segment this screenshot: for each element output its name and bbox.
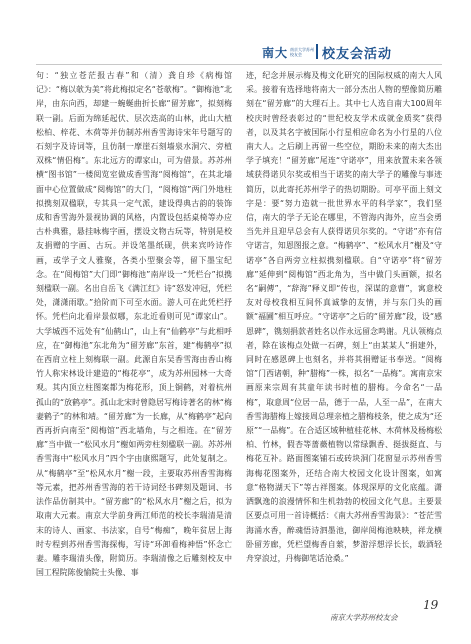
section-title: 校友会活动: [322, 47, 393, 62]
logo-sub-line-2: 校友会: [290, 52, 303, 57]
article-body: [36, 69, 442, 609]
logo-main-text: 南大: [262, 45, 289, 60]
author-signature: 南京大学苏州校友会: [330, 613, 398, 622]
page-header: [0, 0, 471, 68]
article-column-right: [246, 69, 442, 609]
header-divider: [316, 44, 318, 59]
column-left-text: 句：“独立苍茫报古春”和（清）龚自珍《病梅馆记》：“梅以欹为美”将此梅拟定名“苍欹梅”。“御梅池”北岸，由东向西，却建一蜿蜒曲折长廊“留芳廊”，拟刻梅联一副。后面为绵延起伏、层次迭高的山林，此山大植松柏、梓花、木荷等并仿制苏州香雪海诗宋年号题写的石刻字及诗词等，且仿制一摩崖石刻墙泉水洞穴、旁植双株“情侣梅”。东北远方的谭家山，可为借景。苏苏州横“图书馆”一楼阅览室做成香雪海“阅梅馆”，在其北墙面中心位置做成“阅梅馆”的大门，“阅梅馆”两门外地柱拟携刻双楹联，专其具一定气派，建设得典古韵的装饰成和香雪海外景视协调的风格，内置设包括桌椅等办应古朴典雅，悬挂咏梅字画，摆设文物古玩等，特别是校友捐赠的字画、古玩。并设笔墨纸砚，供来宾吟诗作画，或学子文人雅聚，各类小型聚会等，留下墨宝纪念。在“阅梅馆”大门即“御梅池”南岸设一“凭栏台”拟携刻楹联一副。名出自岳飞《满江红》诗“怒发冲冠，凭栏处，潇潇雨歇。”拾阶而下可至水面。游人可在此凭栏抒怀。凭栏向北看岸景似哪，东北近看则可见“谭家山”。大学城西不远处有“仙鹤山”，山上有“仙鹤亭”与此相呼应，在“御梅池”东北角为“留芳廊”东首，建“梅鹤亭”拟在西肩立柱上刻梅联一副。此源自东吴香雪海由香山梅竹人称宋林设计建造的“梅花亭”，成为苏州园林一大奇观。其内顶立柱图案都为梅花形，顶上铜鹤，对着杭州孤山的“放鹤亭”。孤山北宋时曾隐居写梅诗著名的林“梅妻鹤子”的林和靖。“留芳廊”为一长廊，从“梅鹤亭”起向西再折向南至“阅梅馆”西北墙角，与之相连。在“留芳廊”当中做一“松风水月”榭如两旁柱刻楹联一副。苏苏州香雪海中“松风水月”四个字由康熙题写，此处复制之。从“梅鹤亭”至“松风水月”榭一段，主要取苏州香雪海梅等元素，把苏州香雪海的若干诗词经书碑刻及题词、书法作品仿制其中。“留芳廊”的“松风水月”榭之后，拟为取南大元素。南京大学前身两江师范的校长李瑞清是清末的诗人、画家、书法家，自号“梅痴”，晚年贫居上海时专程到苏州香雪海探梅，写诗“环卸看梅神悟”怀念亡妻。雕李瑞清头像，附简历。李瑞清像之后雕刻校友中国工程院陈俊愉院士头像、事: [36, 71, 232, 578]
column-right-text: 迹，纪念并展示梅及梅文化研究的国际权威的南大人风采。接着有选择地将南大一部分杰出人物的塑像简历雕刻在“留芳廊”的大理石上。其中七人选自南大100周年校庆时曾经表彰过的“世纪校友学术成就金质奖”获得者，以及其名字被国际小行星相应命名为小行星的八位南大人。之后刷上再留一些空位，期盼未来的南大杰出学子填充！“留芳廊”尾连“守诺亭”，用来放置未来各领域获得诺贝尔奖或相当于诺奖的南大学子的雕像与事迹简历，以此寄托苏州学子的热切期盼。可亭平面上刻文字是：要“努力造就一批世界水平的科学家”，我们坚信，南大的学子无论在哪里，不管海内海外，应当会勇当先并且迎早总会有人获得诺贝尔奖的。“守诺”亦有信守诺言，知恩图报之意。“梅鹤亭”、“松风水月”榭及“守诺亭”各自两旁立柱拟携刻楹联。自“守诺亭”将“留芳廊”延伸到“阅梅馆”西北角为，当中做门头画额，拟名名“嗣傳”，“辞海”释义即“传也，深谋的意曹”，寓意校友对母校我相互间怀真诚挚的友情，并与东门头的画额“福圃”相互呼应。“守诺亭”之后的“留芳廊”段，设“感恩碑”，镌刻捐款者姓名以作永远留念鸣谢。凡认领梅点者，除在该梅点处做一石碑，刻上“由某某人”捐建外，同时在感恩碑上也刻名，并将其捐赠证书奉送。“阅梅馆”门西诸朝，种“腊梅”一株，拟名“一品梅”。寓南京宋画原来宗周有其童年读书时植的腊梅。今命名“一品梅”，取意周“位居一品，德于一品，人至一品”，在南大香雪海腊梅上嫁接周总理亲植之腊梅枝条，使之成为“还原”“一品梅”。在合适区域种植桂花林、木荷林及杨梅松柏、竹林，假杏等蔷薇植物以常绿飘香、挺拔挺直、与梅花互补。路面图案铺石或砖块洞门花窗显示苏州香雪海梅花图案外，还结合南大校园文化设计图案，如寓意“格物湖天下”等古祥图案。体现深厚的文化底蕴。潇洒飘逸的浪漫情怀和生机勃勃的校园文化气息。主要景区要点可用一首诗概括：《南大苏州香雪海景》：“苍茫雪海涌水香，醉魂悟诗泗墨池，御岸阅梅池映映，祥龙横卧留芳廊，凭栏望梅香自萦，梦游浮想浮长长，载酒轻舟穿浪过，丹梅御笔话沧桑。”: [246, 71, 442, 563]
alumni-logo: [262, 44, 314, 60]
header-rule: [36, 64, 442, 65]
logo-sub-line-1: 南京大学苏州: [290, 47, 315, 52]
logo-sub-text: [290, 47, 314, 57]
article-column-left: [36, 69, 232, 609]
page-number: 19: [423, 598, 439, 612]
